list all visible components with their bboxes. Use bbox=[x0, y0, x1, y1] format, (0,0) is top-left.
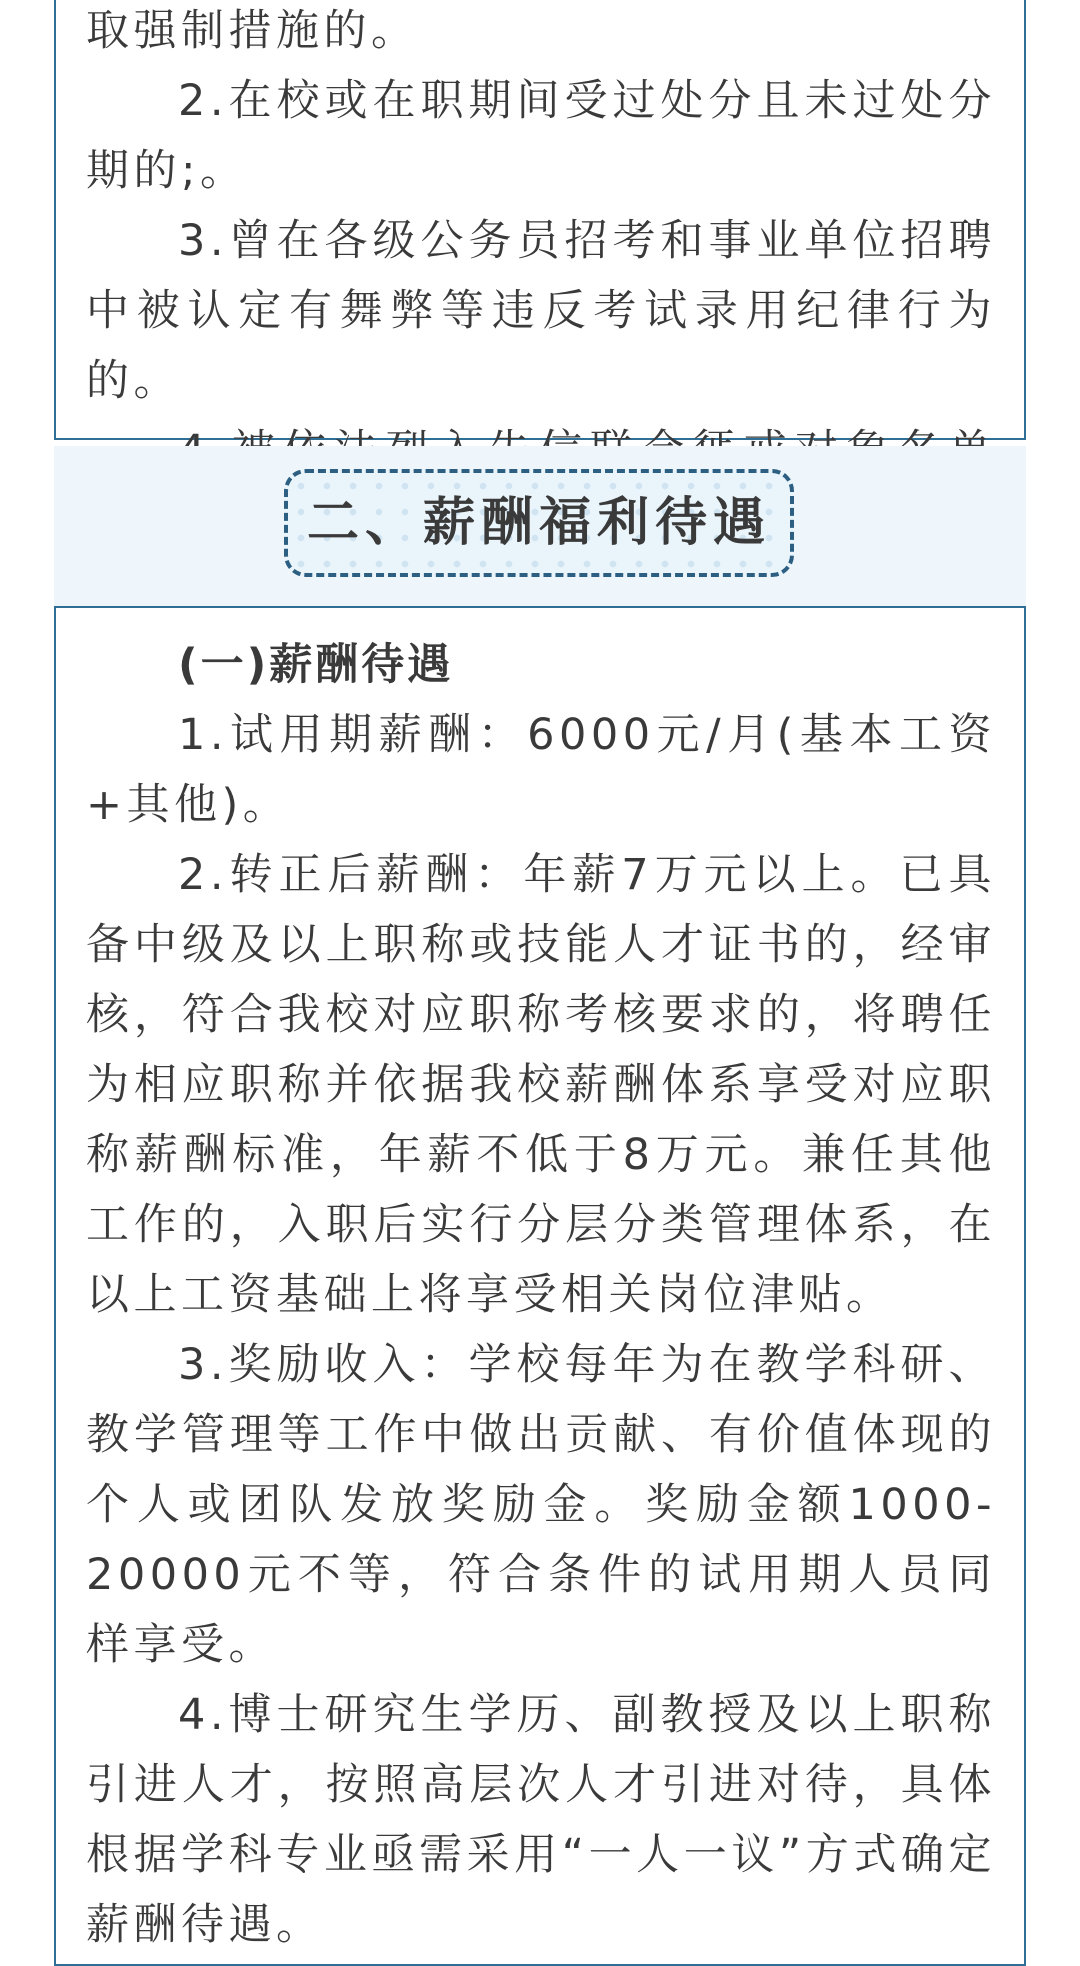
paragraph-item-2: 2.在校或在职期间受过处分且未过处分期的;。 bbox=[86, 76, 996, 196]
section-title-frame bbox=[284, 469, 794, 577]
salary-item-3: 3.奖励收入：学校每年为在教学科研、教学管理等工作中做出贡献、有价值体现的个人或团队发放奖励金。奖励金额1000-20000元不等，符合条件的试用期人员同样享受。 bbox=[86, 1340, 996, 1670]
paragraph-item-3: 3.曾在各级公务员招考和事业单位招聘中被认定有舞弊等违反考试录用纪律行为的。 bbox=[86, 216, 996, 406]
eligibility-box bbox=[54, 0, 1026, 440]
page-margin-strip bbox=[1026, 0, 1080, 1942]
paragraph-continuation: 取强制措施的。 bbox=[86, 6, 419, 56]
salary-box bbox=[54, 606, 1026, 1966]
salary-text bbox=[86, 630, 996, 1960]
sub-heading: (一)薪酬待遇 bbox=[178, 640, 454, 690]
section-title: 二、薪酬福利待遇 bbox=[306, 493, 771, 553]
salary-item-4: 4.博士研究生学历、副教授及以上职称引进人才，按照高层次人才引进对待，具体根据学科专业亟需采用“一人一议”方式确定薪酬待遇。 bbox=[86, 1690, 996, 1950]
salary-item-1: 1.试用期薪酬：6000元/月(基本工资+其他)。 bbox=[86, 710, 996, 830]
salary-item-2: 2.转正后薪酬：年薪7万元以上。已具备中级及以上职称或技能人才证书的，经审核，符合我校对应职称考核要求的，将聘任为相应职称并依据我校薪酬体系享受对应职称薪酬标准，年薪不低于8万元。兼任其他工作的，入职后实行分层分类管理体系，在以上工资基础上将享受相关岗位津贴。 bbox=[86, 850, 996, 1320]
